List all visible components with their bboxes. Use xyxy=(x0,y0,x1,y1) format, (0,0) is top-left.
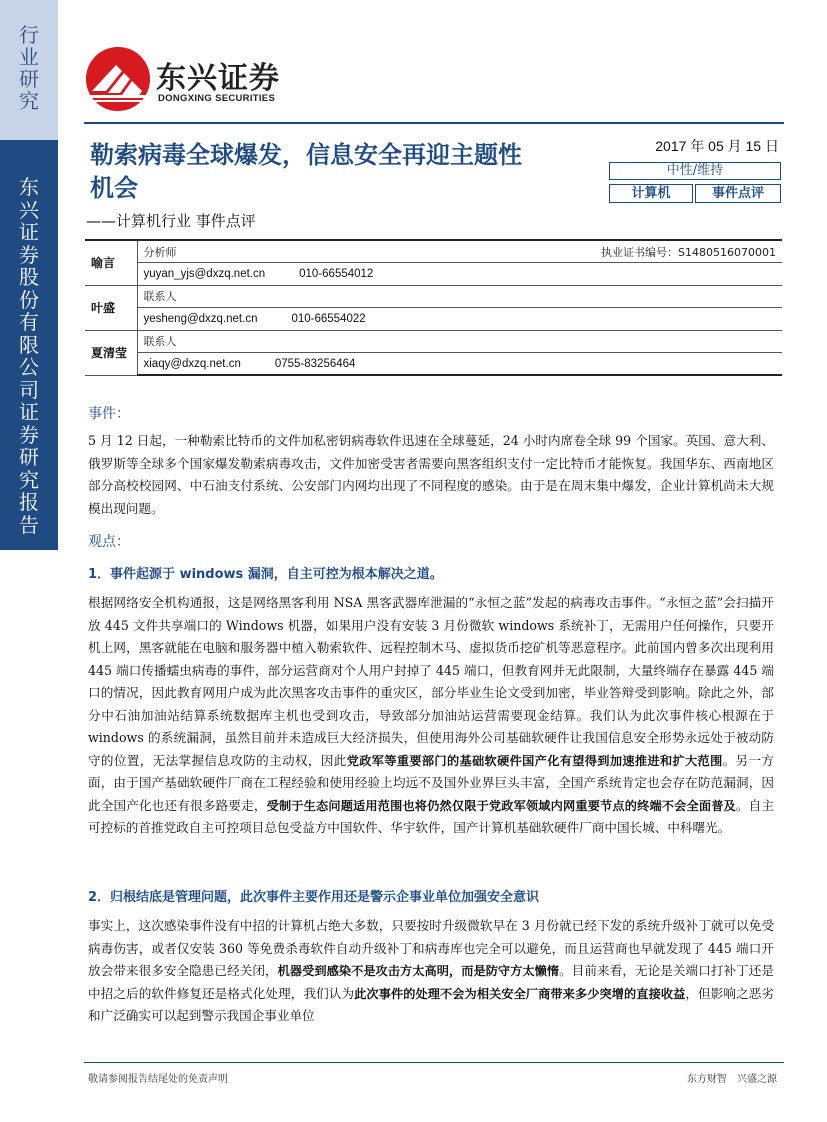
sidebar-category-label: 行业研究 xyxy=(19,23,39,113)
logo-name-en: DONGXING SECURITIES xyxy=(158,93,276,104)
sidebar-report-type-panel xyxy=(0,140,58,550)
footer-disclaimer: 敬请参阅报告结尾处的免责声明 xyxy=(88,1074,228,1085)
analyst-contact-row xyxy=(85,353,782,376)
report-type-tag: 事件点评 xyxy=(695,184,781,203)
industry-tag: 计算机 xyxy=(609,184,693,203)
event-paragraph: 5 月 12 日起，一种勒索比特币的文件加私密钥病毒软件迅速在全球蔓延，24 小时内席卷全球 99 个国家。英国、意大利、俄罗斯等全球多个国家爆发勒索病毒攻击，文件加密受害者需要向黑客组织支付一定比特币才能恢复。我国华东、西南地区部分高校校园网、中石油支付系统、公安部门内网均出现了不同程度的感染。由于是在周末集中爆发，企业计算机尚未大规模出现问题。 xyxy=(88,433,774,516)
analyst-name: 喻言 xyxy=(85,240,137,285)
analyst-phone: 010-66554022 xyxy=(291,312,366,325)
analyst-email[interactable]: yesheng@dxzq.net.cn xyxy=(143,312,258,325)
analyst-name: 叶盛 xyxy=(85,285,137,330)
point-1-heading: 1．事件起源于 windows 漏洞，自主可控为根本解决之道。 xyxy=(88,567,443,582)
analyst-phone: 010-66554012 xyxy=(299,267,374,280)
point-2-highlight-a: 机器受到感染不是攻击方太高明，而是防守方太懒惰 xyxy=(277,964,560,978)
analyst-name: 夏清莹 xyxy=(85,330,137,375)
analyst-role: 联系人 xyxy=(143,290,177,304)
views-heading: 观点： xyxy=(88,534,130,550)
logo-name-cn: 东兴证券 xyxy=(156,61,280,96)
analyst-email[interactable]: yuyan_yjs@dxzq.net.cn xyxy=(143,267,266,280)
report-date: 2017 年 05 月 15 日 xyxy=(655,138,779,154)
footer-divider xyxy=(84,1062,784,1063)
analyst-license: 执业证书编号：S1480516070001 xyxy=(601,245,776,259)
report-subtitle: ——计算机行业 事件点评 xyxy=(86,212,256,230)
analyst-row xyxy=(85,330,782,353)
company-logo xyxy=(86,47,306,111)
point-1-highlight-b: 受制于生态问题适用范围也将仍然仅限于党政军领域内网重要节点的终端不会全面普及 xyxy=(266,798,736,813)
point-1-highlight-a: 党政军等重要部门的基础软硬件国产化有望得到加速推进和扩大范围 xyxy=(346,753,723,768)
report-meta-box xyxy=(607,135,781,207)
analyst-email[interactable]: xiaqy@dxzq.net.cn xyxy=(143,357,241,370)
analyst-table xyxy=(85,239,782,376)
point-2-paragraph: 事实上，这次感染事件没有中招的计算机占绝大多数，只要按时升级微软早在 3 月份就已经下发的系统升级补丁就可以免受病毒伤害，或者仅安装 360 等免费杀毒软件自动升级补丁和病毒库也完全可以避免，而且运营商也早就发现了 445 端口开放会带来很多安全隐患已经关闭，机器受到感染不是攻击方太高明，而是防守方太懒惰。目前来看，无论是关端口打补丁还是中招之后的软件修复还是格式化处理，我们认为此次事件的处理不会为相关安全厂商带来多少突增的直接收益，但影响之恶劣和广泛确实可以起到警示我国企事业单位 xyxy=(88,918,775,1023)
point-2-heading: 2．归根结底是管理问题，此次事件主要作用还是警示企事业单位加强安全意识 xyxy=(88,890,540,905)
point-1-paragraph: 根据网络安全机构通报，这是网络黑客利用 NSA 黑客武器库泄漏的“永恒之蓝”发起的病毒攻击事件。“永恒之蓝”会扫描开放 445 文件共享端口的 Windows 机器，如果用户没有安装 3 月份微软 windows 系统补丁，无需用户任何操作，只要开机上网，黑客就能在电脑和服务器中植入勒索软件、远程控制木马、虚拟货币挖矿机等恶意程序。此前国内曾多次出现利用 445 端口传播蠕虫病毒的事件，部分运营商对个人用户封掉了 445 端口，但教育网并无此限制，大量终端存在暴露 445 端口的情况，因此教育网用户成为此次黑客攻击事件的重灾区，部分毕业生论文受到加密，毕业答辩受到影响。除此之外，部分中石油加油站结算系统数据库主机也受到攻击，导致部分加油站运营需要现金结算。我们认为此次事件核心根源在于 windows 的系统漏洞，虽然目前并未造成巨大经济损失，但使用海外公司基础软硬件让我国信息安全形势永远处于被动防守的位置，无法掌握信息攻防的主动权，因此党政军等重要部门的基础软硬件国产化有望得到加速推进和扩大范围。另一方面，由于国产基础软硬件厂商在工程经验和使用经验上均远不及国外业界巨头丰富，全国产系统肯定也会存在防范漏洞，因此全国产化也还有很多路要走，受制于生态问题适用范围也将仍然仅限于党政军领域内网重要节点的终端不会全面普及。自主可控标的首推党政自主可控项目总包受益方中国软件、华宇软件，国产计算机基础软硬件厂商中国长城、中科曙光。 xyxy=(88,595,775,835)
header-divider xyxy=(84,122,784,124)
analyst-row xyxy=(85,240,782,263)
analyst-contact-row xyxy=(85,263,782,286)
event-heading: 事件： xyxy=(88,406,130,422)
analyst-role: 分析师 xyxy=(143,245,177,259)
footer-slogan: 东方财智 兴盛之源 xyxy=(687,1074,777,1085)
report-title: 勒索病毒全球爆发，信息安全再迎主题性机会 xyxy=(90,141,522,202)
analyst-role: 联系人 xyxy=(143,335,177,349)
sidebar-category-panel xyxy=(0,0,58,140)
analyst-contact-row xyxy=(85,308,782,331)
point-2-highlight-b: 此次事件的处理不会为相关安全厂商带来多少突增的直接收益 xyxy=(354,986,686,1001)
rating-badge: 中性/维持 xyxy=(609,162,781,180)
logo-emblem-icon xyxy=(86,47,150,111)
analyst-row xyxy=(85,285,782,308)
analyst-phone: 0755-83256464 xyxy=(274,357,356,370)
sidebar-report-type-label: 东兴证券股份有限公司证券研究报告 xyxy=(19,175,39,537)
